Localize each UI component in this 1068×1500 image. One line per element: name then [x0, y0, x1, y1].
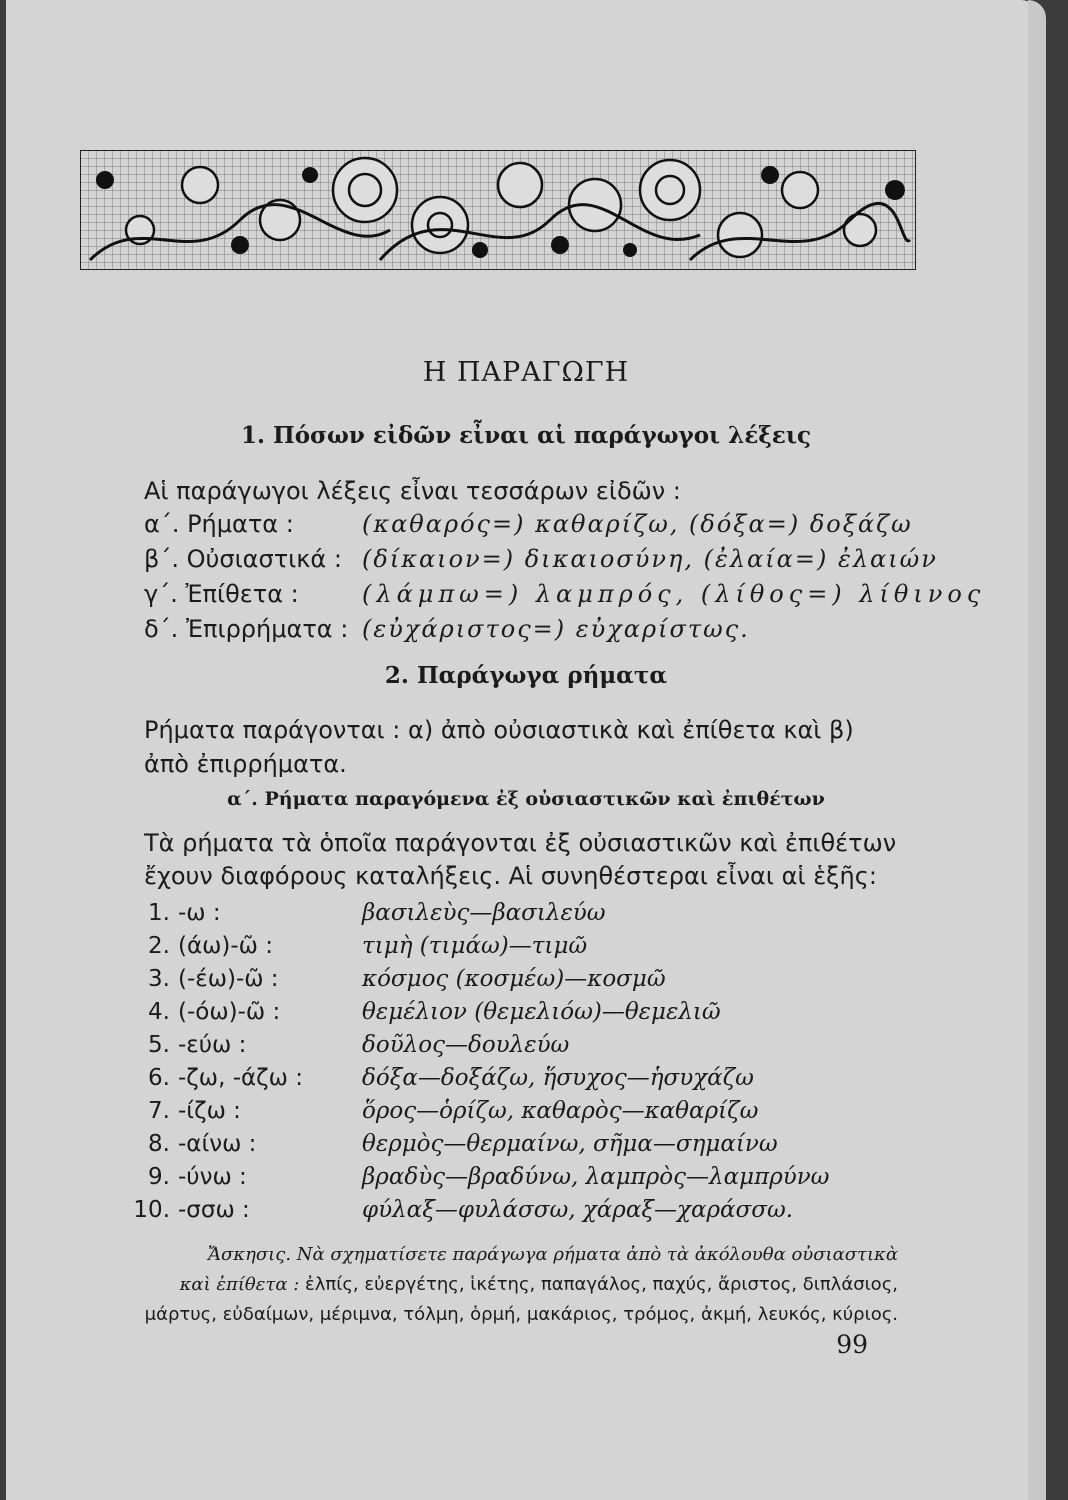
type-label: β΄. Οὐσιαστικά : — [144, 545, 342, 573]
exercise-lead: Ἄσκησις. Νὰ σχηματίσετε παράγωγα ρήματα ἀπὸ τὰ ἀκόλουθα οὐσιαστικὰ — [207, 1244, 898, 1265]
item-number: 3. — [148, 966, 170, 992]
item-number: 2. — [148, 933, 170, 959]
exercise-words-line2: μάρτυς, εὐδαίμων, μέριμνα, τόλμη, ὁρμή, μακάριος, τρόμος, ἀκμή, λευκός, κύριος. — [144, 1304, 898, 1325]
item-example: δόξα—δοξάζω, ἥσυχος—ἡσυχάζω — [362, 1065, 754, 1091]
item-number: 9. — [148, 1164, 170, 1190]
page-title: Η ΠΑΡΑΓΩΓΗ — [422, 357, 630, 388]
page-edge — [1028, 0, 1046, 1500]
item-number: 10. — [133, 1197, 170, 1223]
item-suffix: -ίζω : — [178, 1098, 241, 1124]
type-example: (δίκαιον=) δικαιοσύνη, (ἐλαία=) ἐλαιών — [362, 545, 938, 573]
item-suffix: -ω : — [178, 900, 221, 926]
item-example: κόσμος (κοσμέω)—κοσμῶ — [362, 966, 666, 992]
type-example: (εὐχάριστος=) εὐχαρίστως. — [362, 615, 750, 643]
subsection-heading: α΄. Ρήματα παραγόμενα ἐξ οὐσιαστικῶν καὶ ἐπιθέτων — [227, 788, 825, 810]
type-example: (καθαρός=) καθαρίζω, (δόξα=) δοξάζω — [362, 510, 913, 538]
page-number: 99 — [836, 1330, 868, 1359]
item-example: δοῦλος—δουλεύω — [362, 1032, 570, 1058]
floral-ornament-banner — [80, 150, 916, 270]
item-suffix: -ζω, -άζω : — [178, 1065, 303, 1091]
exercise-lead-2: καὶ ἐπίθετα : — [179, 1274, 300, 1295]
item-example: βασιλεὺς—βασιλεύω — [362, 900, 606, 926]
type-label: α΄. Ρήματα : — [144, 510, 294, 538]
exercise-words-line1: ἐλπίς, εὐεργέτης, ἱκέτης, παπαγάλος, παχύς, ἄριστος, διπλάσιος, — [305, 1274, 898, 1295]
subsection-para-line1: Τὰ ρήματα τὰ ὁποῖα παράγονται ἐξ οὐσιαστικῶν καὶ ἐπιθέτων — [144, 829, 897, 857]
item-number: 5. — [148, 1032, 170, 1058]
type-label: γ΄. Ἐπίθετα : — [144, 580, 299, 608]
section2-para-line2: ἀπὸ ἐπιρρήματα. — [144, 750, 347, 778]
item-suffix: -εύω : — [178, 1032, 247, 1058]
item-number: 8. — [148, 1131, 170, 1157]
type-example: (λάμπω=) λαμπρός, (λίθος=) λίθινος — [362, 580, 986, 608]
item-suffix: (-έω)-ῶ : — [178, 966, 279, 992]
section2-heading: 2. Παράγωγα ρήματα — [384, 662, 668, 689]
section1-heading: 1. Πόσων εἰδῶν εἶναι αἱ παράγωγοι λέξεις — [240, 422, 812, 449]
item-suffix: (άω)-ῶ : — [178, 933, 273, 959]
item-suffix: -ύνω : — [178, 1164, 247, 1190]
item-example: θερμὸς—θερμαίνω, σῆμα—σημαίνω — [362, 1131, 778, 1157]
item-example: φύλαξ—φυλάσσω, χάραξ—χαράσσω. — [362, 1197, 794, 1223]
book-page — [6, 0, 1046, 1500]
floral-ornament-image — [80, 150, 916, 270]
item-example: τιμὴ (τιμάω)—τιμῶ — [362, 933, 588, 959]
item-number: 7. — [148, 1098, 170, 1124]
item-suffix: -αίνω : — [178, 1131, 257, 1157]
item-suffix: -σσω : — [178, 1197, 250, 1223]
type-label: δ΄. Ἐπιρρήματα : — [144, 615, 349, 643]
item-number: 4. — [148, 999, 170, 1025]
subsection-para-line2: ἔχουν διαφόρους καταλήξεις. Αἱ συνηθέστεραι εἶναι αἱ ἑξῆς: — [144, 862, 877, 890]
item-number: 6. — [148, 1065, 170, 1091]
section2-para-line1: Ρήματα παράγονται : α) ἀπὸ οὐσιαστικὰ καὶ ἐπίθετα καὶ β) — [144, 716, 854, 744]
item-example: ὅρος—ὁρίζω, καθαρὸς—καθαρίζω — [362, 1098, 759, 1124]
exercise-block — [96, 1240, 898, 1330]
item-example: βραδὺς—βραδύνω, λαμπρὸς—λαμπρύνω — [362, 1164, 830, 1190]
item-suffix: (-όω)-ῶ : — [178, 999, 281, 1025]
section1-intro: Αἱ παράγωγοι λέξεις εἶναι τεσσάρων εἰδῶν : — [144, 477, 681, 505]
item-example: θεμέλιον (θεμελιόω)—θεμελιῶ — [362, 999, 721, 1025]
item-number: 1. — [148, 900, 170, 926]
